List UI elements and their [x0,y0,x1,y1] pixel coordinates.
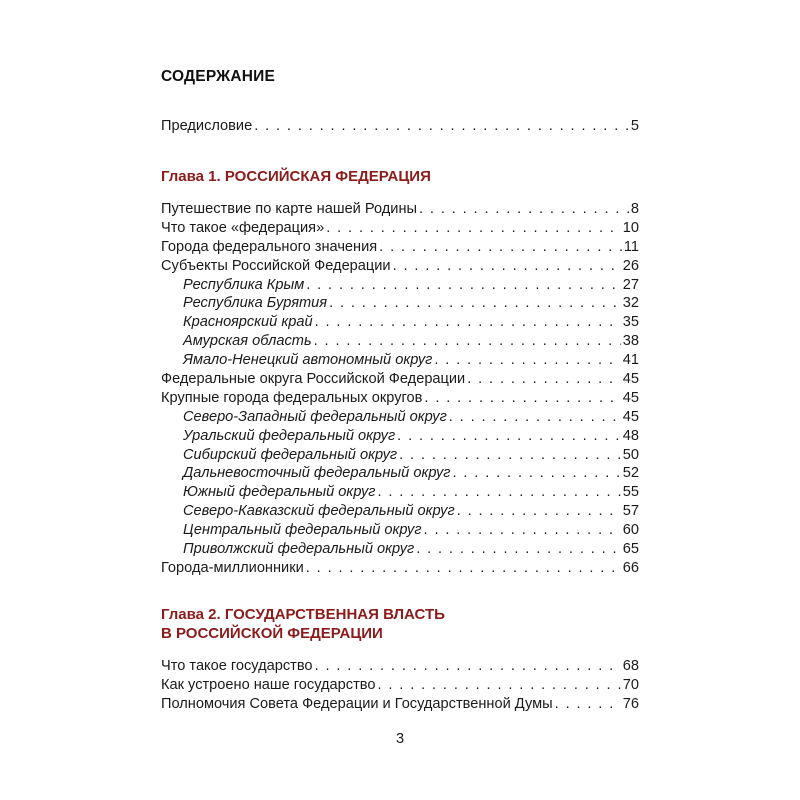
toc-entry-page: 26 [622,257,639,274]
toc-entry-label: Сибирский федеральный округ [183,446,398,463]
toc-subentry[interactable] [161,294,639,313]
chapter-1-entries [161,200,639,578]
toc-subentry[interactable] [161,464,639,483]
leader-dots [399,446,621,465]
toc-entry[interactable] [161,238,639,257]
chapter-2-heading-line2: В РОССИЙСКОЙ ФЕДЕРАЦИИ [161,625,383,642]
toc-entry-page: 32 [622,295,639,312]
toc-entry-label: Города федерального значения [161,238,378,255]
toc-subentry[interactable] [161,351,639,370]
toc-entry-page: 35 [622,314,639,331]
toc-entry-label: Приволжский федеральный округ [183,541,415,558]
leader-dots [379,238,622,257]
leader-dots [452,464,620,483]
toc-entry-page: 55 [622,484,639,501]
toc-entry-label: Уральский федеральный округ [183,427,396,444]
toc-entry-page: 45 [622,389,639,406]
leader-dots [306,559,621,578]
preface-group [161,117,639,136]
chapter-2-heading-line1: Глава 2. ГОСУДАРСТВЕННАЯ ВЛАСТЬ [161,606,445,623]
toc-entry[interactable] [161,695,639,714]
toc-entry-page: 66 [622,559,639,576]
leader-dots [254,117,629,136]
leader-dots [467,370,621,389]
toc-subentry[interactable] [161,427,639,446]
leader-dots [424,521,621,540]
toc-entry-label: Дальневосточный федеральный округ [183,465,451,482]
leader-dots [555,695,621,714]
toc-entry-page: 68 [622,658,639,674]
toc-entry-page: 45 [622,408,639,425]
toc-entry-page: 5 [630,118,639,134]
leader-dots [306,276,621,295]
toc-entry-page: 38 [622,333,639,350]
toc-page [161,0,639,800]
toc-entry-page: 48 [622,427,639,444]
toc-entry[interactable] [161,200,639,219]
leader-dots [377,676,620,695]
leader-dots [397,427,621,446]
toc-entry-label: Республика Бурятия [183,295,328,312]
chapter-1-heading-text: Глава 1. РОССИЙСКАЯ ФЕДЕРАЦИЯ [161,168,431,185]
toc-subentry[interactable] [161,276,639,295]
toc-entry-label: Федеральные округа Российской Федерации [161,371,466,388]
leader-dots [377,483,620,502]
leader-dots [434,351,620,370]
toc-entry-page: 8 [630,201,639,217]
toc-entry-label: Путешествие по карте нашей Родины [161,201,417,217]
chapter-1-heading[interactable] [161,167,431,186]
leader-dots [315,657,621,676]
page-number: 3 [395,731,405,747]
leader-dots [315,313,621,332]
toc-entry-label: Предисловие [161,118,253,134]
leader-dots [457,502,621,521]
toc-subentry[interactable] [161,540,639,559]
toc-entry-page: 60 [622,522,639,539]
toc-entry[interactable] [161,389,639,408]
toc-entry-label: Города-миллионники [161,559,304,576]
toc-entry[interactable] [161,257,639,276]
toc-entry-label: Что такое «федерация» [161,219,325,236]
toc-entry-page: 52 [622,465,639,482]
toc-entry-page: 10 [622,219,639,236]
toc-subentry[interactable] [161,332,639,351]
toc-subentry[interactable] [161,521,639,540]
leader-dots [326,219,621,238]
leader-dots [393,257,621,276]
leader-dots [449,408,621,427]
toc-subentry[interactable] [161,502,639,521]
leader-dots [416,540,621,559]
toc-entry-page: 27 [622,276,639,293]
leader-dots [419,200,629,219]
toc-subentry[interactable] [161,313,639,332]
toc-entry-label: Крупные города федеральных округов [161,389,423,406]
toc-entry[interactable] [161,676,639,695]
toc-entry-page: 11 [623,238,639,255]
toc-entry-label: Южный федеральный округ [183,484,376,501]
toc-title: СОДЕРЖАНИЕ [161,68,276,85]
toc-entry-page: 70 [622,676,639,693]
toc-entry-page: 65 [622,541,639,558]
toc-entry-label: Северо-Западный федеральный округ [183,408,447,425]
toc-entry[interactable] [161,219,639,238]
toc-entry[interactable] [161,559,639,578]
toc-entry-page: 45 [622,371,639,388]
chapter-2-heading[interactable] [161,605,445,643]
toc-entry-label: Амурская область [183,333,312,350]
toc-entry-page: 57 [622,503,639,520]
toc-entry[interactable] [161,657,639,676]
toc-entry-label: Полномочия Совета Федерации и Государственной Думы [161,695,553,712]
toc-entry-preface[interactable] [161,117,639,136]
leader-dots [314,332,621,351]
toc-subentry[interactable] [161,446,639,465]
toc-entry-label: Северо-Кавказский федеральный округ [183,503,455,520]
leader-dots [424,389,620,408]
toc-entry-label: Красноярский край [183,314,313,331]
toc-entry-page: 50 [622,446,639,463]
toc-entry[interactable] [161,370,639,389]
toc-entry-label: Как устроено наше государство [161,676,376,693]
toc-subentry[interactable] [161,408,639,427]
toc-entry-label: Что такое государство [161,658,313,674]
toc-entry-label: Ямало-Ненецкий автономный округ [183,352,433,369]
toc-entry-label: Субъекты Российской Федерации [161,257,391,274]
toc-subentry[interactable] [161,483,639,502]
toc-entry-page: 41 [622,352,639,369]
toc-entry-page: 76 [622,695,639,712]
chapter-2-entries [161,657,639,714]
leader-dots [329,294,621,313]
toc-entry-label: Республика Крым [183,276,305,293]
toc-entry-label: Центральный федеральный округ [183,522,422,539]
